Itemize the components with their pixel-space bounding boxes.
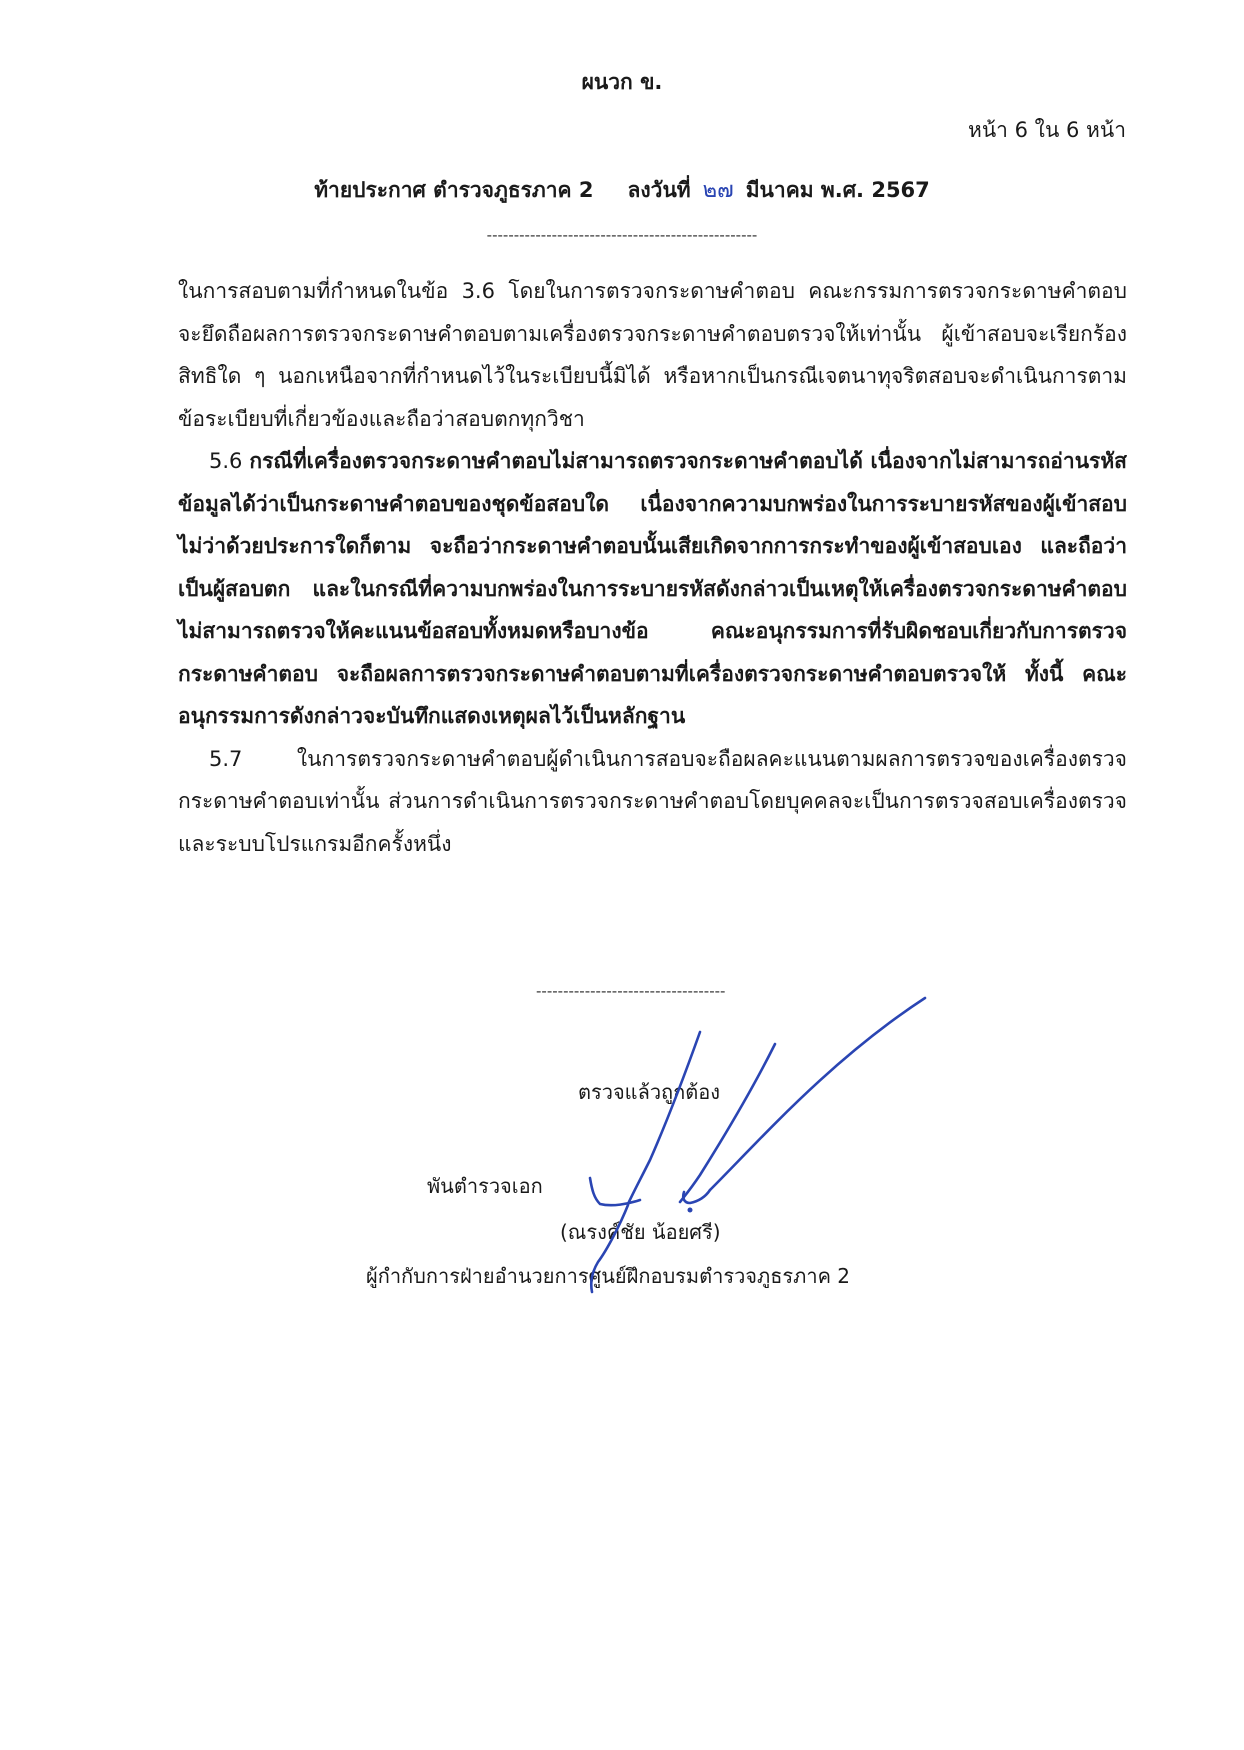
paragraph-5-6-text: กรณีที่เครื่องตรวจกระดาษคำตอบไม่สามารถตรวจกระดาษคำตอบได้ เนื่องจากไม่สามารถอ่านรหัสข้อมูลได้ว่าเป็นกระดาษคำตอบของชุดข้อสอบใด เนื่องจากความบกพร่องในการระบายรหัสของผู้เข้าสอบไม่ว่าด้วยประการใดก็ตาม จะถือว่ากระดาษคำตอบนั้นเสียเกิดจากการกระทำของผู้เข้าสอบเอง และถือว่าเป็นผู้สอบตก และในกรณีที่ความบกพร่องในการระบายรหัสดังกล่าวเป็นเหตุให้เครื่องตรวจกระดาษคำตอบไม่สามารถตรวจให้คะแนนข้อสอบทั้งหมดหรือบางข้อ คณะอนุกรรมการที่รับผิดชอบเกี่ยวกับการตรวจกระดาษคำตอบ จะถือผลการตรวจกระดาษคำตอบตามที่เครื่องตรวจกระดาษคำตอบตรวจให้ ทั้งนี้ คณะอนุกรรมการดังกล่าวจะบันทึกแสดงเหตุผลไว้เป็นหลักฐาน (178, 449, 1127, 728)
certified-correct-label: ตรวจแล้วถูกต้อง (578, 1080, 721, 1104)
signer-position: ผู้กำกับการฝ่ายอำนวยการศูนย์ฝึกอบรมตำรวจภูธรภาค 2 (366, 1264, 851, 1288)
document-body (178, 270, 1127, 865)
signer-name: (ณรงค์ชัย น้อยศรี) (560, 1220, 721, 1244)
header-date-label: ลงวันที่ (627, 178, 691, 202)
paragraph-5-7: 5.7 ในการตรวจกระดาษคำตอบผู้ดำเนินการสอบจะถือผลคะแนนตามผลการตรวจของเครื่องตรวจกระดาษคำตอบเท่านั้น ส่วนการดำเนินการตรวจกระดาษคำตอบโดยบุคคลจะเป็นการตรวจสอบเครื่องตรวจและระบบโปรแกรมอีกครั้งหนึ่ง (178, 746, 1127, 856)
paragraph-5-6 (178, 440, 1127, 738)
announcement-header (0, 172, 1244, 207)
header-prefix: ท้ายประกาศ ตำรวจภูธรภาค 2 (314, 178, 594, 202)
annex-title: ผนวก ข. (581, 70, 663, 94)
paragraph-continuation: ในการสอบตามที่กำหนดในข้อ 3.6 โดยในการตรวจกระดาษคำตอบ คณะกรรมการตรวจกระดาษคำตอบจะยึดถือผลการตรวจกระดาษคำตอบตามเครื่องตรวจกระดาษคำตอบตรวจให้เท่านั้น ผู้เข้าสอบจะเรียกร้องสิทธิใด ๆ นอกเหนือจากที่กำหนดไว้ในระเบียบนี้มิได้ หรือหากเป็นกรณีเจตนาทุจริตสอบจะดำเนินการตามข้อระเบียบที่เกี่ยวข้องและถือว่าสอบตกทุกวิชา (178, 279, 1127, 431)
signer-rank: พันตำรวจเอก (427, 1174, 543, 1198)
header-month-year: มีนาคม พ.ศ. 2567 (745, 178, 930, 202)
page-number: หน้า 6 ใน 6 หน้า (967, 118, 1126, 142)
paragraph-5-6-number: 5.6 (209, 449, 250, 473)
bottom-divider: ----------------------------------- (536, 982, 726, 1000)
header-day-handwritten: ๒๗ (702, 178, 734, 203)
top-divider: -------------------------------------------------- (486, 226, 758, 244)
